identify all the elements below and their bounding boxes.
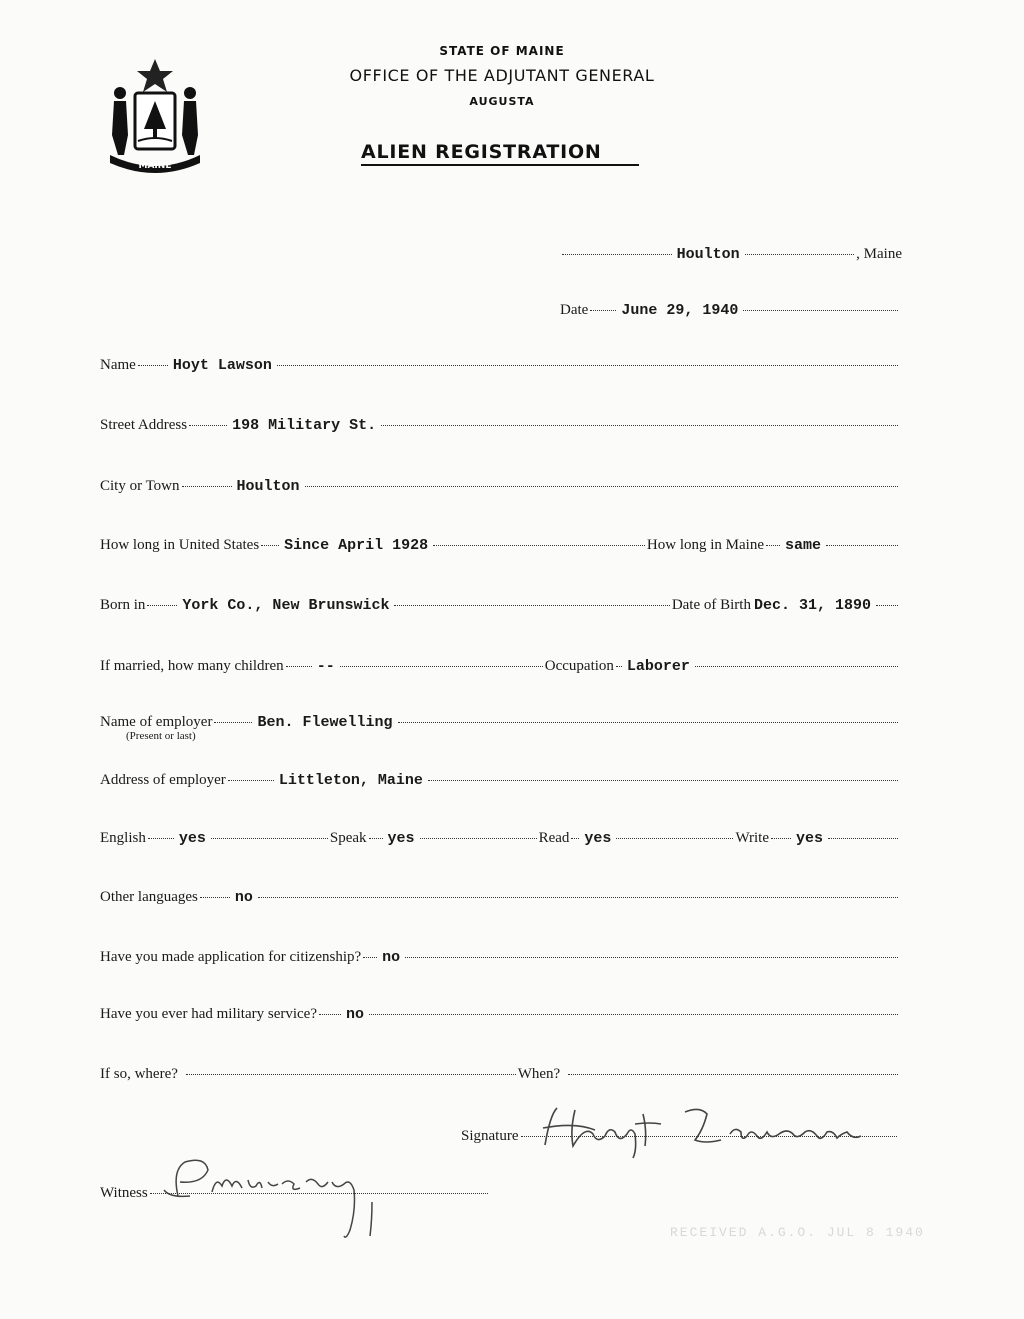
street-value: 198 Military St. [232, 417, 377, 434]
employer-label: Name of employer [100, 714, 213, 730]
read-value: yes [584, 830, 612, 847]
other-languages-line [100, 889, 900, 906]
name-value: Hoyt Lawson [172, 357, 272, 374]
english-value: yes [178, 830, 206, 847]
read-label: Read [538, 830, 570, 846]
name-line [100, 357, 900, 374]
dob-value: Dec. 31, 1890 [753, 597, 871, 614]
date-value: June 29, 1940 [621, 302, 739, 319]
how-long-us-value: Since April 1928 [284, 537, 429, 554]
children-label: If married, how many children [100, 658, 284, 674]
english-label: English [100, 830, 146, 846]
when-label: When? [517, 1066, 561, 1082]
city-label: City or Town [100, 478, 180, 494]
born-line [100, 597, 900, 614]
state-heading: STATE OF MAINE [439, 44, 565, 58]
speak-value: yes [387, 830, 415, 847]
street-line [100, 417, 900, 434]
military-label: Have you ever had military service? [100, 1006, 317, 1022]
other-languages-label: Other languages [100, 889, 198, 905]
where-when-line [100, 1066, 900, 1083]
where-label: If so, where? [100, 1066, 178, 1082]
seal-text: MAINE [138, 161, 172, 171]
form-title: ALIEN REGISTRATION [361, 141, 639, 166]
children-value: -- [316, 658, 335, 675]
witness-label: Witness [100, 1185, 148, 1201]
place-town-value: Houlton [676, 246, 740, 263]
languages-line [100, 830, 900, 847]
date-line [560, 302, 900, 319]
how-long-maine-label: How long in Maine [646, 537, 764, 553]
how-long-line [100, 537, 900, 554]
city-heading: AUGUSTA [469, 95, 535, 108]
citizenship-label: Have you made application for citizenship? [100, 949, 362, 965]
place-state-label: , Maine [856, 246, 902, 262]
name-label: Name [100, 357, 136, 373]
employer-address-line [100, 772, 900, 789]
employer-address-label: Address of employer [100, 772, 226, 788]
dob-label: Date of Birth [671, 597, 751, 613]
how-long-us-label: How long in United States [100, 537, 260, 553]
speak-label: Speak [329, 830, 367, 846]
children-line [100, 658, 900, 675]
employer-address-value: Littleton, Maine [278, 772, 423, 789]
city-value: Houlton [236, 478, 300, 495]
citizenship-line [100, 949, 900, 966]
received-stamp: RECEIVED A.G.O. JUL 8 1940 [670, 1225, 925, 1240]
how-long-maine-value: same [784, 537, 821, 554]
write-value: yes [795, 830, 823, 847]
other-languages-value: no [234, 889, 253, 906]
employer-sublabel: (Present or last) [126, 730, 196, 742]
signature-handwriting-icon [535, 1100, 880, 1160]
witness-handwriting-icon [150, 1150, 395, 1245]
signature-label: Signature [461, 1128, 519, 1144]
born-in-value: York Co., New Brunswick [182, 597, 390, 614]
born-in-label: Born in [100, 597, 146, 613]
date-label: Date [560, 302, 589, 318]
military-value: no [346, 1006, 365, 1023]
street-label: Street Address [100, 417, 188, 433]
employer-line [100, 714, 900, 731]
city-line [100, 478, 900, 495]
write-label: Write [735, 830, 769, 846]
office-heading: OFFICE OF THE ADJUTANT GENERAL [349, 66, 655, 85]
occupation-value: Laborer [626, 658, 690, 675]
occupation-label: Occupation [544, 658, 614, 674]
employer-value: Ben. Flewelling [257, 714, 393, 731]
military-line [100, 1006, 900, 1023]
place-line [560, 246, 902, 263]
citizenship-value: no [382, 949, 401, 966]
